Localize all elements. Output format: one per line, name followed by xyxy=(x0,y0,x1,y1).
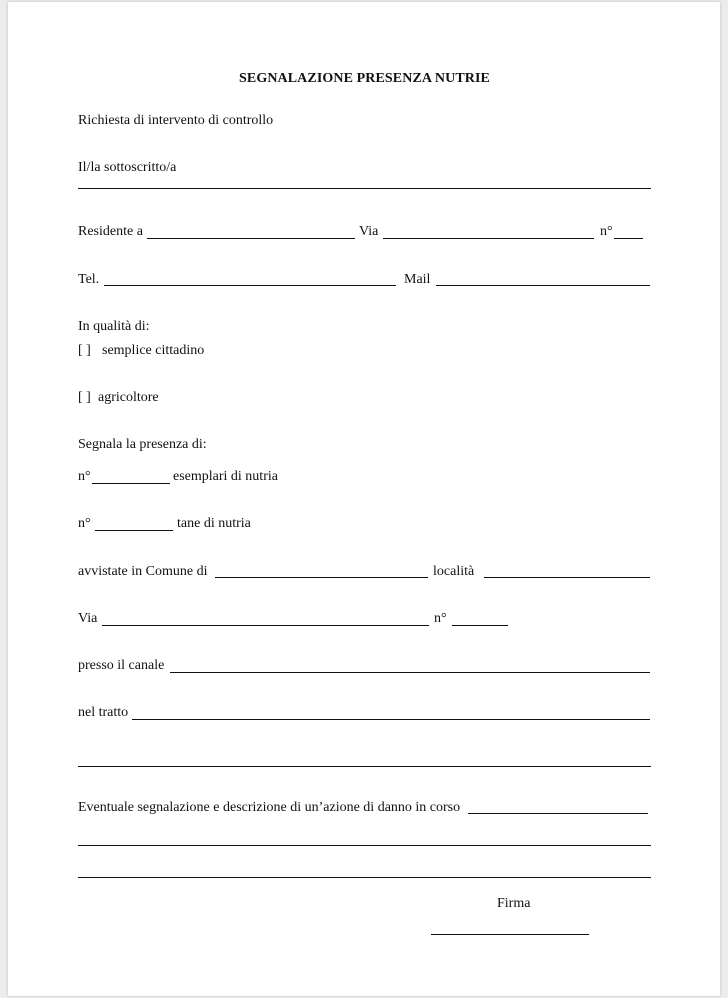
damage-line-2[interactable] xyxy=(78,845,651,846)
canal-label: presso il canale xyxy=(78,658,165,673)
street-label: Via xyxy=(359,224,379,239)
municipality-line[interactable] xyxy=(215,577,428,578)
damage-line[interactable] xyxy=(468,813,648,814)
tel-line[interactable] xyxy=(104,285,396,286)
number2-line[interactable] xyxy=(452,625,508,626)
damage-label: Eventuale segnalazione e descrizione di un’azione di danno in corso xyxy=(78,800,461,815)
damage-line-3[interactable] xyxy=(78,877,651,878)
form-subtitle: Richiesta di intervento di controllo xyxy=(78,113,274,128)
canal-line[interactable] xyxy=(170,672,650,673)
checkbox-farmer[interactable]: [ ] xyxy=(78,390,91,405)
residence-street-line[interactable] xyxy=(383,238,594,239)
residence-city-line[interactable] xyxy=(147,238,355,239)
tel-label: Tel. xyxy=(78,272,100,287)
number-label: n° xyxy=(600,224,613,239)
mail-line[interactable] xyxy=(436,285,650,286)
signature-line[interactable] xyxy=(431,934,589,935)
number2-label: n° xyxy=(434,611,447,626)
undersigned-name-line[interactable] xyxy=(78,188,651,189)
stretch-line[interactable] xyxy=(132,719,650,720)
stretch-line-2[interactable] xyxy=(78,766,651,767)
signature-label: Firma xyxy=(497,896,531,911)
dens-count-line[interactable] xyxy=(95,530,173,531)
mail-label: Mail xyxy=(404,272,431,287)
document-page xyxy=(8,2,720,996)
option-citizen-label: semplice cittadino xyxy=(102,343,205,358)
option-farmer-label: agricoltore xyxy=(98,390,159,405)
capacity-label: In qualità di: xyxy=(78,319,150,334)
sighted-label: avvistate in Comune di xyxy=(78,564,208,579)
specimens-count-line[interactable] xyxy=(92,483,170,484)
dens-label: tane di nutria xyxy=(177,516,251,531)
report-label: Segnala la presenza di: xyxy=(78,437,207,452)
resident-label: Residente a xyxy=(78,224,143,239)
undersigned-label: Il/la sottoscritto/a xyxy=(78,160,177,175)
checkbox-citizen[interactable]: [ ] xyxy=(78,343,91,358)
form-title: SEGNALAZIONE PRESENZA NUTRIE xyxy=(239,71,490,86)
specimens-label: esemplari di nutria xyxy=(173,469,278,484)
locality-line[interactable] xyxy=(484,577,650,578)
dens-prefix: n° xyxy=(78,516,91,531)
residence-number-line[interactable] xyxy=(614,238,643,239)
street2-line[interactable] xyxy=(102,625,429,626)
locality-label: località xyxy=(433,564,475,579)
street2-label: Via xyxy=(78,611,98,626)
stretch-label: nel tratto xyxy=(78,705,129,720)
specimens-prefix: n° xyxy=(78,469,91,484)
